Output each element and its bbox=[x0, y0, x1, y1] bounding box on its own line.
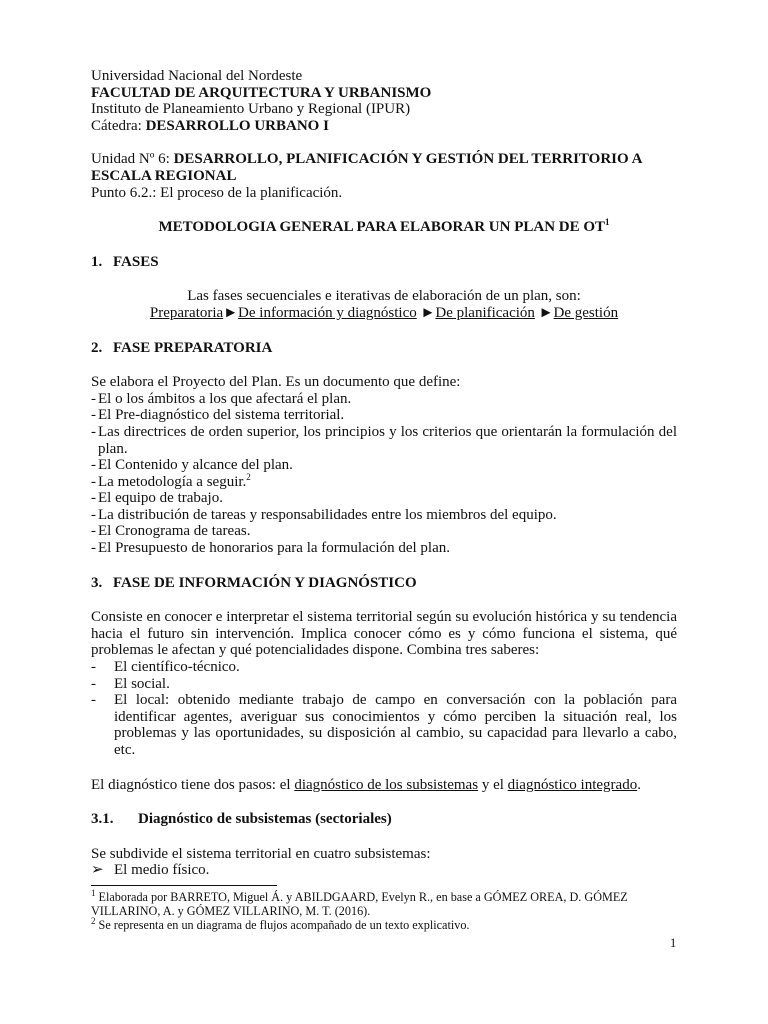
document-page bbox=[91, 68, 677, 932]
chair-label: Cátedra: bbox=[91, 117, 146, 134]
list-item: - El Contenido y alcance del plan. bbox=[91, 457, 293, 474]
phase-planificacion: De planificación bbox=[435, 304, 535, 321]
phases-intro: Las fases secuenciales e iterativas de elaboración de un plan, son: bbox=[187, 288, 581, 305]
footnote-2: $^2$ Se representa en un diagrama de flujos acompañado de un texto explicativo. bbox=[91, 915, 470, 932]
section-3-list bbox=[91, 659, 677, 759]
section-2-heading bbox=[91, 340, 677, 357]
list-item: ➢ El medio físico. bbox=[91, 862, 210, 879]
list-item: - El Cronograma de tareas. bbox=[91, 523, 251, 540]
page-number: 1 bbox=[670, 936, 677, 950]
unit-title-1: DESARROLLO, PLANIFICACIÓN Y GESTIÓN DEL TERRITORIO A bbox=[173, 151, 643, 168]
footnote-divider bbox=[91, 885, 277, 886]
document-header bbox=[91, 68, 677, 201]
phase-preparatoria: Preparatoria bbox=[149, 304, 224, 321]
arrow-bullet-icon: ➢ bbox=[91, 862, 104, 879]
chair-name: DESARROLLO URBANO I bbox=[145, 117, 329, 134]
section-3-heading bbox=[91, 575, 677, 592]
faculty-name: FACULTAD DE ARQUITECTURA Y URBANISMO bbox=[91, 84, 432, 101]
list-item: - El o los ámbitos a los que afectará el plan. bbox=[91, 390, 352, 407]
list-item: - El Pre-diagnóstico del sistema territorial. bbox=[91, 407, 345, 424]
diagnosis-steps: El diagnóstico tiene dos pasos: el diagnóstico de los subsistemas y el diagnóstico integrado. bbox=[91, 776, 641, 793]
phase-gestion: De gestión bbox=[553, 304, 619, 321]
chair-line bbox=[91, 118, 677, 135]
arrow-icon: ► bbox=[538, 304, 554, 321]
section-3-1-heading bbox=[91, 811, 677, 828]
list-item: - El social. bbox=[91, 675, 170, 692]
section-2-list bbox=[91, 391, 677, 557]
subsystem-list bbox=[91, 862, 677, 879]
section-3-1-intro: Se subdivide el sistema territorial en cuatro subsistemas: bbox=[91, 845, 431, 862]
point-line: Punto 6.2.: El proceso de la planificación. bbox=[91, 184, 343, 201]
unit-label: Unidad Nº 6: bbox=[91, 151, 174, 168]
section-3-paragraph: Consiste en conocer e interpretar el sistema territorial según su evolución histórica y su tendencia hacia el futuro sin intervención. Implica conocer cómo es y cómo funciona el sistema, qué problemas le afectan y qué potencialidades dispone. Combina tres saberes: bbox=[91, 609, 677, 659]
section-title: FASE PREPARATORIA bbox=[113, 339, 273, 356]
document-title: METODOLOGIA GENERAL PARA ELABORAR UN PLAN DE $OT^1$ bbox=[158, 217, 610, 236]
section-title: Diagnóstico de subsistemas (sectoriales) bbox=[138, 811, 392, 828]
unit-line bbox=[91, 151, 677, 168]
list-item: - El equipo de trabajo. bbox=[91, 490, 223, 507]
section-title: FASE DE INFORMACIÓN Y DIAGNÓSTICO bbox=[113, 574, 417, 591]
diagnosis-integrated-link: diagnóstico integrado bbox=[507, 776, 638, 793]
list-item: - La distribución de tareas y responsabilidades entre los miembros del equipo. bbox=[91, 506, 557, 523]
institute-name: Instituto de Planeamiento Urbano y Regional (IPUR) bbox=[91, 101, 411, 118]
diagnosis-subsystems-link: diagnóstico de los subsistemas bbox=[294, 776, 479, 793]
arrow-icon: ► bbox=[223, 304, 239, 321]
section-number: 2. bbox=[91, 339, 103, 356]
section-number: 1. bbox=[91, 253, 103, 270]
list-item: - El local: obtenido mediante trabajo de campo en conversación con la población para identificar agentes, averiguar sus conocimientos y cómo perciben la situación real, los problemas y las oportunidades, su disposición al cambio, su capacidad para llevarlo a cabo, etc. bbox=[91, 692, 677, 758]
footnote-ref-2: 2 bbox=[246, 471, 251, 482]
list-item: - La metodología a seguir.$^2$ bbox=[91, 471, 251, 490]
list-item: - El Presupuesto de honorarios para la formulación del plan. bbox=[91, 540, 450, 557]
section-2-intro: Se elabora el Proyecto del Plan. Es un documento que define: bbox=[91, 374, 461, 391]
section-1-heading bbox=[91, 254, 677, 271]
phases-sequence bbox=[91, 305, 677, 322]
footnote-1: $^1$ Elaborada por BARRETO, Miguel Á. y ABILDGAARD, Evelyn R., en base a GÓMEZ OREA, D. GÓMEZ VILLARINO, A. y GÓMEZ VILLARINO, M. T. (2016). bbox=[91, 887, 628, 918]
phase-informacion: De información y diagnóstico bbox=[238, 304, 417, 321]
unit-title-2: ESCALA REGIONAL bbox=[91, 167, 237, 184]
section-title: FASES bbox=[113, 253, 159, 270]
university-name: Universidad Nacional del Nordeste bbox=[91, 68, 303, 84]
section-number: 3.1. bbox=[91, 811, 114, 828]
footnote-ref-1: 1 bbox=[605, 217, 610, 228]
arrow-icon: ► bbox=[420, 304, 436, 321]
list-item: - Las directrices de orden superior, los principios y los criterios que orientarán la formulación del plan. bbox=[91, 423, 677, 457]
list-item: - El científico-técnico. bbox=[91, 659, 240, 676]
section-number: 3. bbox=[91, 574, 103, 591]
